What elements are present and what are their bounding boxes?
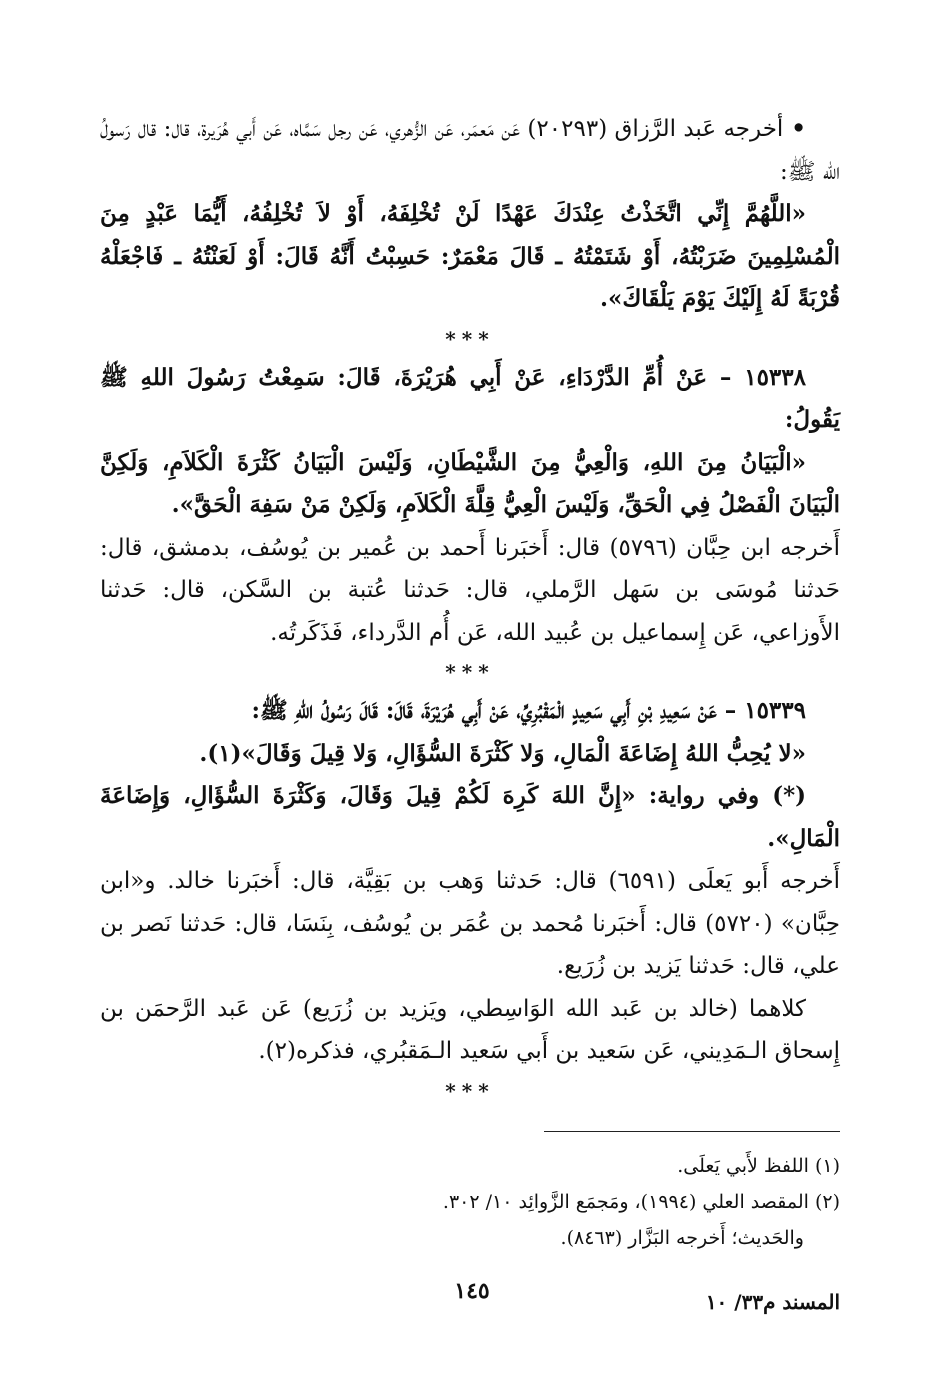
hadith-15338-matn: «الْبَيَانُ مِنَ اللهِ، وَالْعِيُّ مِنَ الشَّيْطَانِ، وَلَيْسَ الْبَيَانُ كَثْرَةَ الْكَلاَمِ، وَلَكِنَّ الْبَيَانَ الْفَصْلُ فِي الْحَقِّ، وَلَيْسَ الْعِيُّ قِلَّةَ الْكَلاَمِ، وَلَكِنْ مَنْ سَفِهَ الْحَقَّ». xyxy=(100,448,840,518)
takhrij-abdurrazzaq xyxy=(100,108,840,193)
page-number: ١٤٥ xyxy=(454,1278,490,1304)
hadith-15338-takhrij: أَخرجه ابن حِبَّان (٥٧٩٦) قال: أَخبَرنا أَحمد بن عُمير بن يُوسُف، بدمشق، قال: حَدثنا مُوسَى بن سَهل الرَّملي، قال: حَدثنا عُتبة بن السَّكن، قال: حَدثنا الأَوزاعي، عَن إِسماعيل بن عُبيد الله، عَن أُم الدَّرداء، فَذَكَرتُه. xyxy=(100,534,840,646)
printer-signature: المسند م٣٣/ ١٠ xyxy=(705,1290,840,1314)
hadith-quote-dua: «اللَّهُمَّ إِنِّي اتَّخَذْتُ عِنْدَكَ عَهْدًا لَنْ تُخْلِفَهُ، أَوْ لاَ تُخْلِفُهُ، أَيُّمَا عَبْدٍ مِنَ الْمُسْلِمِينَ ضَرَبْتُهُ، أَوْ شَتَمْتُهُ ـ قَالَ مَعْمَرٌ: حَسِبْتُ أَنَّهُ قَالَ: أَوْ لَعَنْتُهُ ـ فَاجْعَلْهُ قُرْبَةً لَهُ إِلَيْكَ يَوْمَ يَلْقَاكَ». xyxy=(100,200,840,312)
separator-stars: *** xyxy=(445,326,495,351)
hadith-15339-riwaya: (*) وفي رواية: «إِنَّ اللهَ كَرِهَ لَكُمْ قِيلَ وَقَالَ، وَكَثْرَةَ السُّؤَالِ، وَإِضَاعَةَ الْمَالِ». xyxy=(100,782,840,852)
hadith-15339-kilahuma: كلاهما (خالد بن عَبد الله الوَاسِطي، ويَزيد بن زُرَيع) عَن عَبد الرَّحمَن بن إِسحاق الـمَدِيني، عَن سَعيد بن أَبي سَعيد الـمَقبُري، فذكره(٢). xyxy=(100,995,840,1064)
footnote-2: (٢) المقصد العلي (١٩٩٤)، ومَجمَع الزَّوائِد ١٠/ ٣٠٢. xyxy=(442,1191,840,1213)
separator-stars: *** xyxy=(445,660,495,684)
footnotes xyxy=(100,1148,840,1256)
hadith-number: ١٥٣٣٩ xyxy=(744,697,806,724)
hadith-isnad: – عَنْ أُمِّ الدَّرْدَاءِ، عَنْ أَبِي هُرَيْرَةَ، قَالَ: سَمِعْتُ رَسُولَ اللهِ ﷺ يَقُولُ: xyxy=(100,363,840,433)
hadith-15338-header xyxy=(100,357,840,442)
separator-stars: *** xyxy=(445,1078,495,1103)
takhrij-abdurrazzaq-text: أخرجه عَبد الرَّزاق (٢٠٢٩٣) عَن مَعمَر، عَن الزُّهري، عَن رجل سَمَّاه، عَن أَبي هُرَيرة، قال: قال رَسولُ الله ﷺ: xyxy=(100,116,840,185)
footnote-1: (١) اللفظ لأَبي يَعلَى. xyxy=(677,1155,840,1177)
hadith-15339-matn: «لا يُحِبُّ اللهُ إِضَاعَةَ الْمَالِ، وَلا كَثْرَةَ السُّؤَالِ، وَلا قِيلَ وَقَالَ»(١). xyxy=(199,739,806,767)
hadith-15339-header xyxy=(100,690,840,733)
footnote-2-continuation: والحَديث؛ أَخرجه البَزَّار (٨٤٦٣). xyxy=(560,1227,804,1249)
footnote-divider xyxy=(544,1131,840,1132)
bullet-icon: • xyxy=(791,115,806,142)
hadith-15339-takhrij: أَخرجه أَبو يَعلَى (٦٥٩١) قال: حَدثنا وَهب بن بَقِيَّة، قال: أَخبَرنا خالد. و«ابن حِبَّان» (٥٧٢٠) قال: أَخبَرنا مُحمد بن عُمَر بن يُوسُف، بِنَسَا، قال: حَدثنا نَصر بن علي، قال: حَدثنا يَزيد بن زُرَيع. xyxy=(100,868,840,979)
hadith-isnad: – عَنْ سَعِيدِ بْنِ أَبِي سَعِيدٍ الْمَقْبُرِيِّ، عَنْ أَبِي هُرَيْرَةَ، قَالَ: قَالَ رَسُولُ اللهِ ﷺ: xyxy=(251,697,737,724)
hadith-number: ١٥٣٣٨ xyxy=(744,363,806,391)
